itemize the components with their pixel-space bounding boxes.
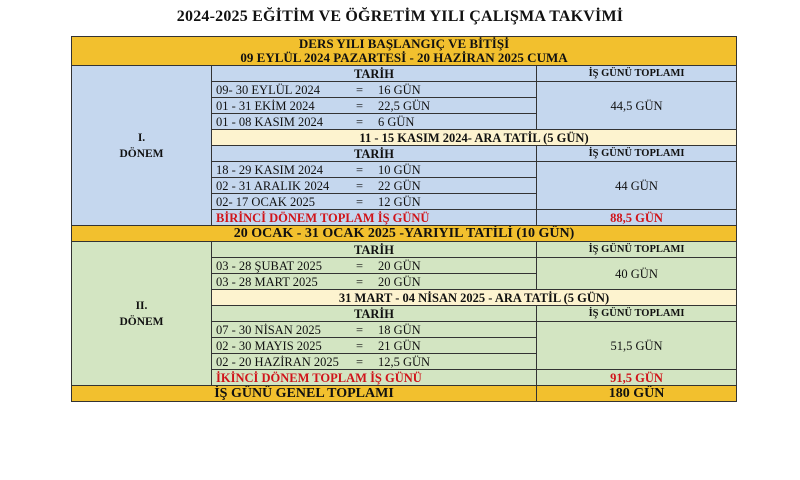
date-range: 03 - 28 ŞUBAT 2025 <box>216 258 323 273</box>
date-cell <box>212 274 537 290</box>
mid-break: 31 MART - 04 NİSAN 2025 - ARA TATİL (5 GÜN) <box>212 290 737 306</box>
is-gunu-header: İŞ GÜNÜ TOPLAMI <box>537 242 737 258</box>
term-summary-label: İKİNCİ DÖNEM TOPLAM İŞ GÜNÜ <box>212 370 537 386</box>
day-count: 12 GÜN <box>378 194 421 209</box>
header-line2: 09 EYLÜL 2024 PAZARTESİ - 20 HAZİRAN 2025 CUMA <box>240 50 568 65</box>
part-total: 40 GÜN <box>537 258 737 290</box>
date-cell <box>212 194 537 210</box>
date-range: 09- 30 EYLÜL 2024 <box>216 82 321 97</box>
day-count: 20 GÜN <box>378 274 421 289</box>
date-cell <box>212 258 537 274</box>
date-cell <box>212 338 537 354</box>
equals-sign: = <box>356 82 364 97</box>
date-range: 02 - 31 ARALIK 2024 <box>216 178 330 193</box>
day-count: 10 GÜN <box>378 162 421 177</box>
term-number: I. <box>137 131 146 144</box>
date-cell <box>212 98 537 114</box>
term-label <box>72 242 212 386</box>
is-gunu-header: İŞ GÜNÜ TOPLAMI <box>537 66 737 82</box>
day-count: 22 GÜN <box>378 178 421 193</box>
semester-break: 20 OCAK - 31 OCAK 2025 -YARIYIL TATİLİ (10 GÜN) <box>72 226 737 242</box>
mid-break: 11 - 15 KASIM 2024- ARA TATİL (5 GÜN) <box>212 130 737 146</box>
part-header-row <box>72 66 737 82</box>
part-total: 51,5 GÜN <box>537 322 737 370</box>
date-range: 02- 17 OCAK 2025 <box>216 194 315 209</box>
day-count: 21 GÜN <box>378 338 421 353</box>
date-cell <box>212 178 537 194</box>
equals-sign: = <box>356 194 364 209</box>
tarih-header: TARİH <box>212 242 537 258</box>
page-title: 2024-2025 EĞİTİM VE ÖĞRETİM YILI ÇALIŞMA TAKVİMİ <box>176 8 624 25</box>
part-total: 44,5 GÜN <box>537 82 737 130</box>
is-gunu-header: İŞ GÜNÜ TOPLAMI <box>537 146 737 162</box>
grand-total-value: 180 GÜN <box>537 386 737 402</box>
day-count: 20 GÜN <box>378 258 421 273</box>
day-count: 6 GÜN <box>378 114 415 129</box>
date-range: 02 - 30 MAYIS 2025 <box>216 338 322 353</box>
equals-sign: = <box>356 162 364 177</box>
term-label <box>72 66 212 226</box>
date-cell <box>212 354 537 370</box>
grand-total-row <box>72 386 737 402</box>
term-summary-value: 91,5 GÜN <box>537 370 737 386</box>
tarih-header: TARİH <box>212 66 537 82</box>
equals-sign: = <box>356 354 364 369</box>
date-range: 01 - 31 EKİM 2024 <box>216 98 315 113</box>
is-gunu-header: İŞ GÜNÜ TOPLAMI <box>537 306 737 322</box>
date-range: 02 - 20 HAZİRAN 2025 <box>216 354 339 369</box>
term-summary-value: 88,5 GÜN <box>537 210 737 226</box>
equals-sign: = <box>356 274 364 289</box>
date-range: 07 - 30 NİSAN 2025 <box>216 322 321 337</box>
equals-sign: = <box>356 178 364 193</box>
day-count: 12,5 GÜN <box>378 354 431 369</box>
day-count: 22,5 GÜN <box>378 98 431 113</box>
part-header-row <box>72 242 737 258</box>
term-summary-label: BİRİNCİ DÖNEM TOPLAM İŞ GÜNÜ <box>212 210 537 226</box>
date-cell <box>212 82 537 98</box>
year-header <box>72 37 737 66</box>
grand-total-label: İŞ GÜNÜ GENEL TOPLAMI <box>72 386 537 402</box>
date-range: 18 - 29 KASIM 2024 <box>216 162 323 177</box>
date-range: 01 - 08 KASIM 2024 <box>216 114 323 129</box>
equals-sign: = <box>356 338 364 353</box>
semester-break-row <box>72 226 737 242</box>
term-word: DÖNEM <box>119 147 164 160</box>
header-row <box>72 37 737 66</box>
part-total: 44 GÜN <box>537 162 737 210</box>
day-count: 16 GÜN <box>378 82 421 97</box>
header-line1: DERS YILI BAŞLANGIÇ VE BİTİŞİ <box>298 36 510 51</box>
date-cell <box>212 322 537 338</box>
calendar-table <box>71 36 737 402</box>
equals-sign: = <box>356 258 364 273</box>
day-count: 18 GÜN <box>378 322 421 337</box>
equals-sign: = <box>356 98 364 113</box>
term-number: II. <box>135 299 148 312</box>
tarih-header: TARİH <box>212 306 537 322</box>
date-cell <box>212 162 537 178</box>
date-cell <box>212 114 537 130</box>
tarih-header: TARİH <box>212 146 537 162</box>
date-range: 03 - 28 MART 2025 <box>216 274 318 289</box>
equals-sign: = <box>356 322 364 337</box>
term-word: DÖNEM <box>119 315 164 328</box>
equals-sign: = <box>356 114 364 129</box>
